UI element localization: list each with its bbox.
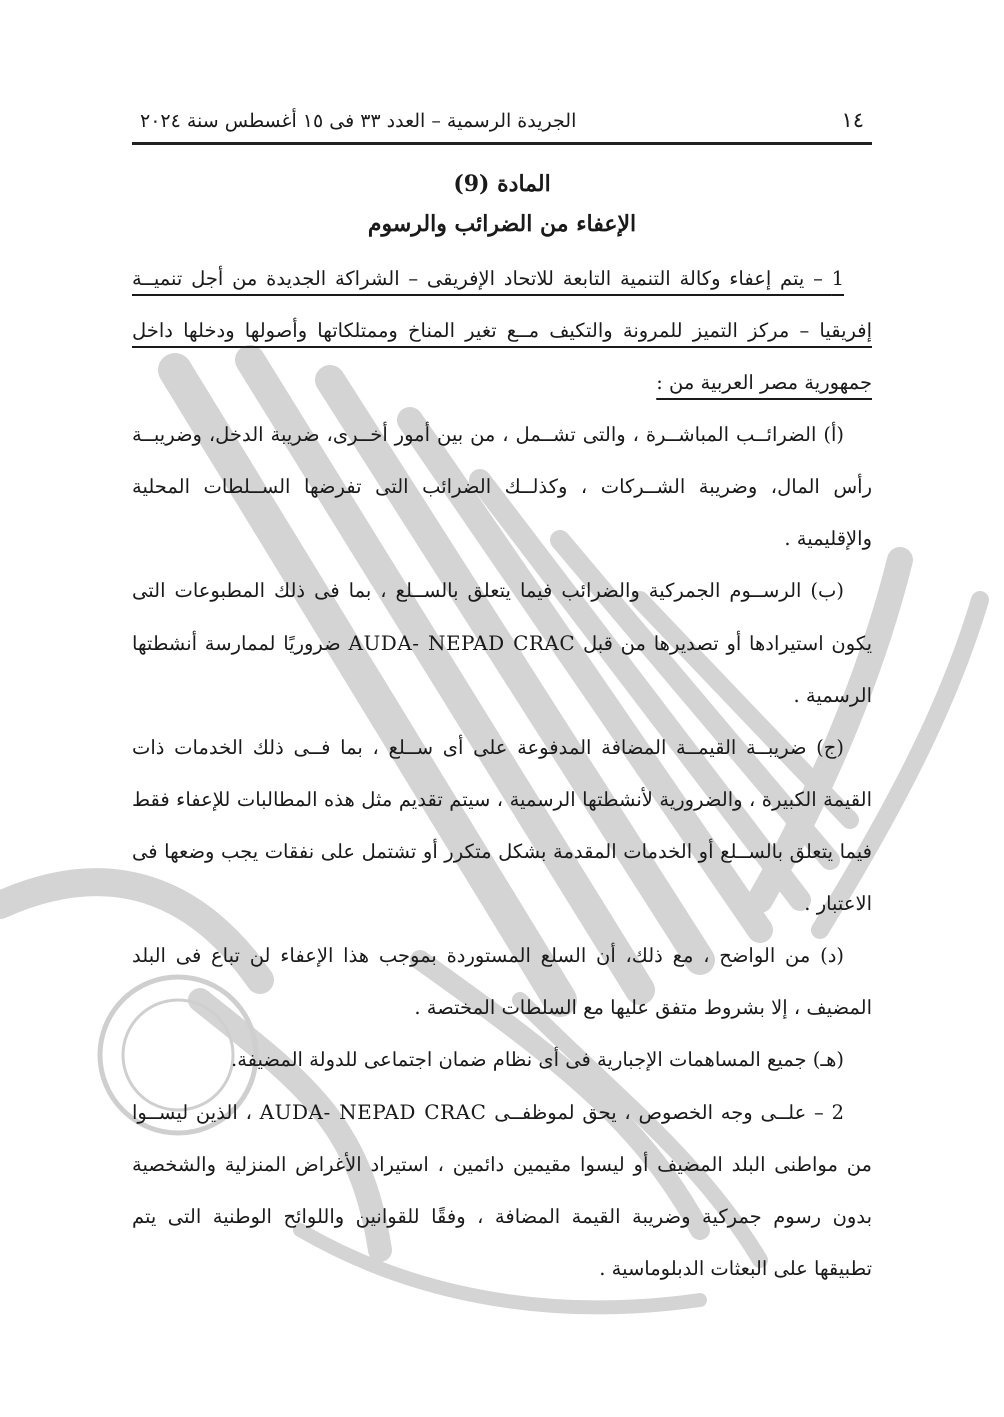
running-header bbox=[132, 108, 872, 145]
clause-1-text: 1 – يتم إعفاء وكالة التنمية التابعة للاتحاد الإفريقى – الشراكة الجديدة من أجل تنميــة إفريقيا – مركز التميز للمرونة والتكيف مــع تغير المناخ وممتلكاتها وأصولها ودخلها داخل جمهورية مصر العربية من : bbox=[132, 267, 872, 394]
clause-1-paragraph bbox=[132, 253, 872, 409]
item-b-text-start: (ب) الرســوم الجمركية والضرائب فيما يتعلق بالســلع ، بما فى ذلك المطبوعات التى يكون استيرادها أو تصديرها من قبل bbox=[132, 579, 873, 655]
item-b-paragraph bbox=[132, 565, 872, 722]
clause-2-agency-acronym: AUDA- NEPAD CRAC bbox=[259, 1100, 487, 1124]
article-title: المادة (9) bbox=[453, 171, 551, 197]
item-b-text-end: ضروريًا لممارسة أنشطتها الرسمية . bbox=[132, 632, 872, 707]
page-number: ١٤ bbox=[841, 108, 864, 132]
gazette-issue-line: الجريدة الرسمية – العدد ٣٣ فى ١٥ أغسطس سنة ٢٠٢٤ bbox=[140, 110, 577, 132]
article-subtitle: الإعفاء من الضرائب والرسوم bbox=[367, 211, 637, 237]
clause-2-paragraph bbox=[132, 1086, 872, 1295]
item-a-paragraph: (أ) الضرائــب المباشــرة ، والتى تشــمل ، من بين أمور أخــرى، ضريبة الدخل، وضريبــة رأس المال، وضريبة الشــركات ، وكذلــك الضرائب التى تفرضها الســلطات المحلية والإقليمية . bbox=[132, 423, 872, 550]
clause-2-text-end: ، الذين ليســوا من مواطنى البلد المضيف أو ليسوا مقيمين دائمين ، استيراد الأغراض المنزلية والشخصية بدون رسوم جمركية وضريبة القيمة المضافة ، وفقًا للقوانين واللوائح الوطنية التى يتم تطبيقها على البعثات الدبلوماسية . bbox=[132, 1101, 872, 1280]
item-b-agency-acronym: AUDA- NEPAD CRAC bbox=[348, 631, 576, 655]
item-h-paragraph: (هـ) جميع المساهمات الإجبارية فى أى نظام ضمان اجتماعى للدولة المضيفة. bbox=[231, 1048, 844, 1071]
gazette-page bbox=[132, 108, 872, 1295]
item-c-paragraph: (ج) ضريبــة القيمــة المضافة المدفوعة على أى ســلع ، بما فــى ذلك الخدمات ذات القيمة الكبيرة ، والضرورية لأنشطتها الرسمية ، سيتم تقديم مثل هذه المطالبات للإعفاء فقط فيما يتعلق بالســلع أو الخدمات المقدمة بشكل متكرر أو تشتمل على نفقات يجب وضعها فى الاعتبار . bbox=[132, 736, 872, 915]
item-d-paragraph: (د) من الواضح ، مع ذلك، أن السلع المستوردة بموجب هذا الإعفاء لن تباع فى البلد المضيف ، إلا بشروط متفق عليها مع السلطات المختصة . bbox=[132, 944, 872, 1019]
clause-2-text-start: 2 – علــى وجه الخصوص ، يحق لموظفــى bbox=[494, 1101, 845, 1124]
